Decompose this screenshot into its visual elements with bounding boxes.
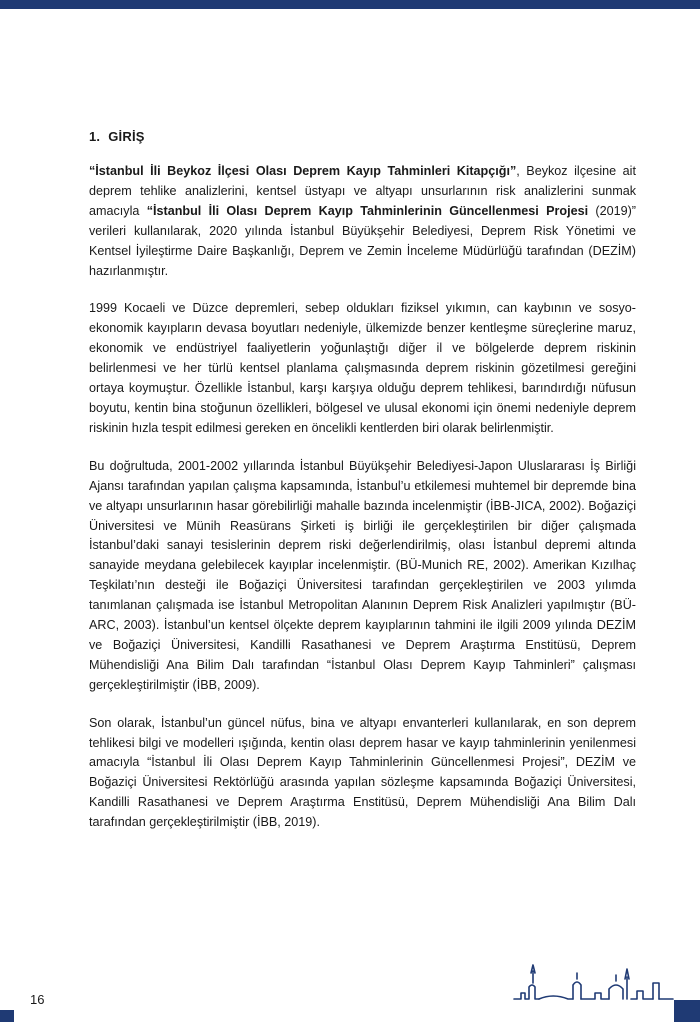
paragraph-1-text-b: (2019)” verileri kullanılarak, 2020 yılında İstanbul Büyükşehir Belediyesi, Deprem Risk Yönetimi ve Kentsel İyileştirme Daire Başkanlığı, Deprem ve Zemin İnceleme Müdürlüğü tarafından (DEZİM) hazırlanmıştır. (89, 203, 636, 278)
paragraph-2: 1999 Kocaeli ve Düzce depremleri, sebep oldukları fiziksel yıkımın, can kaybının ve sosyo-ekonomik kayıpların devasa boyutları nedeniyle, ülkemizde benzer kentleşme süreçlerine maruz, ekonomik ve endüstriyel faaliyetlerin yoğunlaştığı diğer il ve bölgelerde deprem riskinin belirlenmesi ve her türlü kentsel planlama çalışmasında deprem riskinin gözetilmesi gereğini ortaya koymuştur. Özellikle İstanbul, karşı karşıya olduğu deprem tehlikesi, barındırdığı nüfusun boyutu, kentin bina stoğunun özellikleri, bölgesel ve ulusal ekonomi için önemi nedeniyle deprem riskinin hızla tespit edilmesi gereken en öncelikli kentlerden biri olarak belirlenmiştir. (89, 301, 636, 435)
page-number: 16 (30, 992, 45, 1007)
corner-accent-mark (0, 1010, 14, 1022)
section-number: 1. (89, 129, 101, 144)
paragraph-1-text-a: , Beykoz ilçesine ait deprem tehlike analizlerini, kentsel üstyapı ve altyapı unsurlarının risk analizlerini sunmak amacıyla (89, 164, 636, 218)
booklet-title: “İstanbul İli Beykoz İlçesi Olası Deprem Kayıp Tahminleri Kitapçığı” (89, 164, 517, 178)
skyline-base-mark (674, 1000, 700, 1022)
paragraph-4: Son olarak, İstanbul’un güncel nüfus, bina ve altyapı envanterleri kullanılarak, en son deprem tehlikesi bilgi ve modelleri ışığında, kentin olası deprem hasar ve kayıp tahminlerinin yenilenmesi amacıyla “İstanbul İli Olası Deprem Kayıp Tahminlerinin Güncellenmesi Projesi”, DEZİM ve Boğaziçi Üniversitesi Rektörlüğü arasında yapılan sözleşme kapsamında Boğaziçi Üniversitesi, Kandilli Rasathanesi ve Deprem Araştırma Enstitüsü, Deprem Mühendisliği Ana Bilim Dalı tarafından gerçekleştirilmiştir (İBB, 2019). (89, 715, 636, 830)
paragraph-3: Bu doğrultuda, 2001-2002 yıllarında İstanbul Büyükşehir Belediyesi-Japon Uluslararası İş Birliği Ajansı tarafından yapılan çalışma kapsamında, İstanbul’u etkilemesi muhtemel bir depremde bina ve altyapı unsurlarının hasar görebilirliği mahalle bazında incelenmiştir (İBB-JICA, 2002). Boğaziçi Üniversitesi ve Münih Reasürans Şirketi iş birliği ile gerçekleştirilen bir diğer çalışmada İstanbul’daki sanayi tesislerinin deprem riski değerlendirilmiş, olası İstanbul depremi altında sanayide meydana gelebilecek kayıplar incelenmiştir. (BÜ-Munich RE, 2002). Amerikan Kızılhaç Teşkilatı’nın desteği ile Boğaziçi Üniversitesi tarafından gerçekleştirilen ve 2003 yılımda tanımlanan çalışmada ise İstanbul Metropolitan Alanının Deprem Risk Analizleri yapılmıştır (BÜ-ARC, 2003). İstanbul’un kentsel ölçekte deprem kayıplarının tahmini ile ilgili 2009 yılında DEZİM ve Boğaziçi Üniversitesi, Kandilli Rasathanesi ve Deprem Araştırma Enstitüsü, Deprem Mühendisliği Ana Bilim Dalı tarafından “İstanbul Olası Deprem Kayıp Tahminleri” çalışması gerçekleştirilmiştir (İBB, 2009). (89, 458, 636, 692)
istanbul-skyline-icon (513, 963, 683, 1008)
section-title: GİRİŞ (108, 129, 145, 144)
top-accent-bar (0, 0, 700, 9)
page-content (89, 129, 636, 851)
section-heading (89, 129, 636, 144)
project-title: “İstanbul İli Olası Deprem Kayıp Tahminlerinin Güncellenmesi Projesi (146, 203, 589, 218)
paragraph-1 (89, 162, 636, 281)
